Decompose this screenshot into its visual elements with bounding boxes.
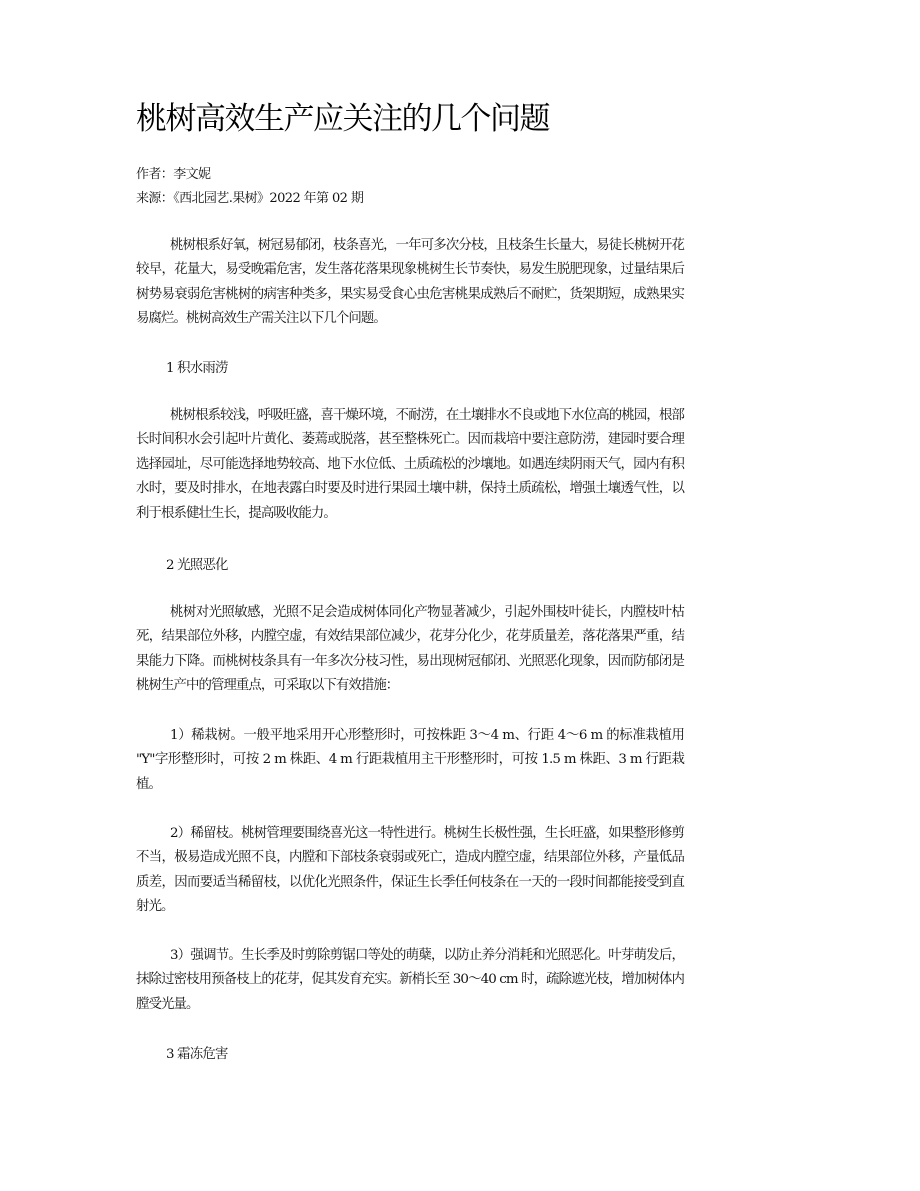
article-author: 作者：李文妮	[136, 167, 211, 182]
section-1-paragraph: 桃树根系较浅，呼吸旺盛，喜干燥环境，不耐涝，在土壤排水不良或地下水位高的桃园，根部长时间积水会引起叶片黄化、萎蔫或脱落，甚至整株死亡。因而栽培中要注意防涝，建园时要合理选择园址，尽可能选择地势较高、地下水位低、土质疏松的沙壤地。如遇连续阴雨天气，园内有积水时，要及时排水，在地表露白时要及时进行果园土壤中耕，保持土质疏松，增强土壤透气性，以利于根系健壮生长，提高吸收能力。	[136, 408, 684, 521]
intro-paragraph: 桃树根系好氧，树冠易郁闭，枝条喜光，一年可多次分枝，且枝条生长量大，易徒长桃树开花较早，花量大，易受晚霜危害，发生落花落果现象桃树生长节奏快，易发生脱肥现象，过量结果后树势易衰弱危害桃树的病害种类多，果实易受食心虫危害桃果成熟后不耐贮，货架期短，成熟果实易腐烂。桃树高效生产需关注以下几个问题。	[136, 238, 684, 327]
section-heading-2: 2 光照恶化	[166, 558, 228, 573]
article-source: 来源：《西北园艺.果树》2022 年第 02 期	[136, 191, 364, 206]
measure-1-paragraph: 1）稀栽树。一般平地采用开心形整形时，可按株距 3～4 m、行距 4～6 m 的标准栽植用 "Y"字形整形时，可按 2 m 株距、4 m 行距栽植用主干形整形时，可按 1.5 m 株距、3 m 行距栽植。	[136, 728, 684, 792]
measure-2-paragraph: 2）稀留枝。桃树管理要围绕喜光这一特性进行。桃树生长极性强，生长旺盛，如果整形修剪不当，极易造成光照不良，内膛和下部枝条衰弱或死亡，造成内膛空虚，结果部位外移，产量低品质差，因而要适当稀留枝，以优化光照条件，保证生长季任何枝条在一天的一段时间都能接受到直射光。	[136, 826, 684, 915]
article-title: 桃树高效生产应关注的几个问题	[136, 101, 549, 137]
section-2-paragraph: 桃树对光照敏感，光照不足会造成树体同化产物显著减少，引起外围枝叶徒长，内膛枝叶枯死，结果部位外移，内膛空虚，有效结果部位减少，花芽分化少，花芽质量差，落花落果严重，结果能力下降。而桃树枝条具有一年多次分枝习性，易出现树冠郁闭、光照恶化现象，因而防郁闭是桃树生产中的管理重点，可采取以下有效措施：	[136, 605, 684, 694]
measure-3-paragraph: 3）强调节。生长季及时剪除剪锯口等处的萌蘖，以防止养分消耗和光照恶化。叶芽萌发后，抹除过密枝用预备枝上的花芽，促其发育充实。新梢长至 30～40 cm 时，疏除遮光枝，增加树体内膛受光量。	[136, 948, 684, 1012]
section-heading-1: 1 积水雨涝	[166, 361, 228, 376]
section-heading-3: 3 霜冻危害	[166, 1047, 228, 1062]
